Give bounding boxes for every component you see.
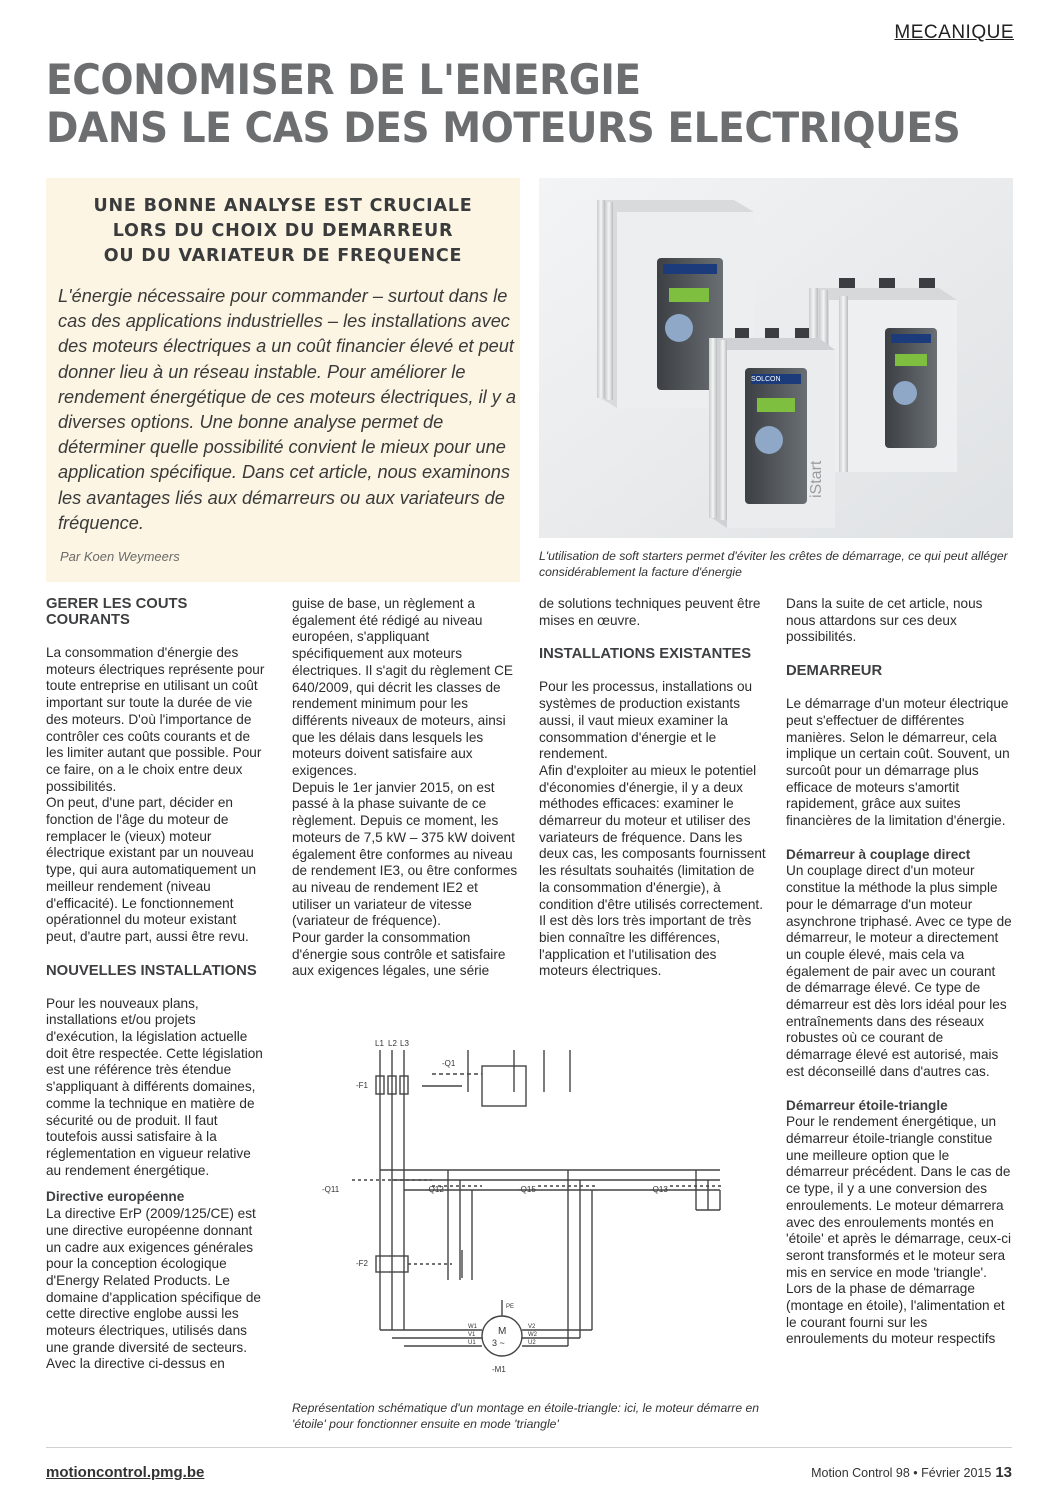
paragraph-costs-2: On peut, d'une part, décider en fonction de l'âge du moteur de remplacer le (vieux) moteur électrique existant par un nouveau type, qui aura automatiquement un meilleur rendement (niveau d'efficacité). Le fonctionnement opérationnel du moteur existant peut, d'autre part, aussi être revu.	[46, 795, 257, 944]
intro-box	[46, 178, 520, 582]
label-q1: -Q1	[442, 1059, 456, 1068]
column-3	[539, 596, 767, 980]
column-1	[46, 596, 268, 1373]
paragraph-followup: Dans la suite de cet article, nous nous attardons sur ces deux possibilités.	[786, 596, 983, 645]
paragraph-2015: Depuis le 1er janvier 2015, on est passé à la phase suivante de ce règlement. Depuis ce moment, les moteurs de 7,5 kW – 375 kW doivent également être conformes au niveau de rendement IE3, ou être conformes au niveau de rendement IE2 et utiliser un variateur de vitesse (variateur de fréquence).	[292, 779, 518, 929]
label-q15: -Q15	[518, 1185, 536, 1194]
photo-caption: L'utilisation de soft starters permet d'éviter les crêtes de démarrage, ce qui peut alléger considérablement la facture d'énergie	[539, 549, 1008, 579]
intro-heading-line-2: LORS DU CHOIX DU DEMARREUR	[112, 221, 454, 241]
intro-heading	[46, 194, 520, 269]
paragraph-energy-control: Pour garder la consommation d'énergie sous contrôle et satisfaire aux exigences légales, une série	[292, 930, 506, 979]
heading-starter: DEMARREUR	[786, 663, 883, 680]
label-pe: PE	[506, 1304, 515, 1310]
title-line-2: DANS LE CAS DES MOTEURS ELECTRIQUES	[46, 103, 961, 152]
device-model-label: iStart	[808, 460, 825, 498]
paragraph-existing-1: Pour les processus, installations ou systèmes de production existants aussi, il vaut mieux examiner la consommation d'énergie et le rendement.	[539, 679, 753, 762]
intro-heading-line-3: OU DU VARIATEUR DE FREQUENCE	[103, 246, 463, 266]
label-l2: L2	[388, 1039, 397, 1048]
section-tag: MECANIQUE	[894, 22, 1014, 43]
page-number: 13	[995, 1464, 1012, 1481]
footer-issue-text: Motion Control 98 • Février 2015	[811, 1466, 992, 1480]
paragraph-existing-2: Afin d'exploiter au mieux le potentiel d'économies d'énergie, il y a deux méthodes efficaces: examiner le démarreur du moteur et utiliser des variateurs de fréquence. Dans les deux cas, les composants fournissent les résultats souhaités (limitation de la consommation d'énergie), à condition d'être utilisés correctement. Il est dès lors très important de très bien connaître les différences, l'application et l'utilisation des moteurs électriques.	[539, 762, 766, 979]
paragraph-regulation: guise de base, un règlement a également été rédigé au niveau européen, s'appliquant spécifiquement aux moteurs électriques. Il s'agit du règlement CE 640/2009, qui décrit les classes de rendement minimum pour les différents niveaux de moteurs, ainsi que les délais dans lesquels les moteurs doivent satisfaire aux exigences.	[292, 596, 513, 779]
label-l1: L1	[375, 1039, 384, 1048]
label-u1: U1	[468, 1340, 476, 1346]
label-v1: V1	[468, 1332, 476, 1338]
label-q12: -Q12	[426, 1185, 444, 1194]
intro-lede: L'énergie nécessaire pour commander – surtout dans le cas des applications industrielles – les installations avec des moteurs électriques a un coût financier élevé et peut donner lieu à un réseau instable. Pour améliorer le rendement énergétique de ces moteurs électriques, il y a diverses options. Une bonne analyse permet de déterminer quelle possibilité convient le mieux pour une application spécifique. Dans cet article, nous examinons les avantages liés aux démarreurs ou aux variateurs de fréquence.	[58, 286, 516, 533]
column-2	[292, 596, 518, 980]
column-4	[786, 596, 1012, 1348]
heading-star-delta: Démarreur étoile-triangle	[786, 1097, 948, 1113]
schematic-caption: Représentation schématique d'un montage en étoile-triangle: ici, le moteur démarre en 'étoile' pour fonctionner ensuite en mode 'triangle'	[292, 1401, 760, 1431]
paragraph-star-delta-1: Pour le rendement énergétique, un démarreur étoile-triangle constitue une meilleure option que le démarreur précédent. Dans le cas de ce type, il y a une conversion des enroulements. Le moteur démarrera avec des enroulements montés en 'étoile' et après le démarrage, ceux-ci seront transformés et le moteur sera mis en service en mode 'triangle'.	[786, 1114, 1012, 1280]
label-motor: M	[498, 1326, 507, 1337]
label-q13: -Q13	[650, 1185, 668, 1194]
label-u2: U2	[528, 1340, 536, 1346]
article-title	[46, 55, 961, 152]
label-l3: L3	[400, 1039, 409, 1048]
soft-starter-illustration	[539, 178, 1013, 538]
title-line-1: ECONOMISER DE L'ENERGIE	[46, 55, 641, 104]
paragraph-direct-starter: Un couplage direct d'un moteur constitue la méthode la plus simple pour le démarrage d'un moteur asynchrone triphasé. Avec ce type de démarreur, le moteur a directement un couple élevé, mais cela va également de pair avec un courant de démarrage élevé. Ce type de démarreur est dès lors idéal pour les entraînements dans des réseaux robustes où ce courant de démarrage élevé est autorisé, mais est déconseillé dans d'autres cas.	[786, 863, 1012, 1079]
paragraph-costs-1: La consommation d'énergie des moteurs électriques représente pour toute entreprise en utilisant un coût important sur toute la durée de vie des moteurs. D'où l'importance de contrôler ces coûts courants et de les limiter autant que possible. Pour ce faire, on a le choix entre deux possibilités.	[46, 645, 265, 794]
label-w2: W2	[528, 1332, 537, 1338]
heading-costs: GERER LES COUTS COURANTS	[46, 596, 188, 628]
label-motor-sub: 3 ~	[492, 1338, 505, 1348]
paragraph-solutions: de solutions techniques peuvent être mises en œuvre.	[539, 596, 761, 628]
paragraph-directive: La directive ErP (2009/125/CE) est une directive européenne donnant un cadre aux exigences générales pour la conception écologique d'Energy Related Products. Le domaine d'application spécifique de cette directive englobe aussi les moteurs électriques, utilisés dans une grande diversité de secteurs. Avec la directive ci-dessus en	[46, 1206, 261, 1372]
label-m1: -M1	[492, 1365, 506, 1374]
label-f2: -F2	[356, 1259, 368, 1268]
label-f1: -F1	[356, 1081, 368, 1090]
footer-url-link[interactable]: motioncontrol.pmg.be	[46, 1464, 205, 1481]
byline: Par Koen Weymeers	[60, 549, 180, 564]
heading-existing-installations: INSTALLATIONS EXISTANTES	[539, 646, 752, 663]
label-q11: -Q11	[322, 1185, 340, 1194]
soft-starter-photo	[539, 178, 1013, 538]
paragraph-starter: Le démarrage d'un moteur électrique peut s'effectuer de différentes manières. Selon le démarreur, cela implique un certain coût. Souvent, un surcoût pour un démarrage plus efficace de moteurs s'amortit rapidement, grâce aux suites financières de la limitation d'énergie.	[786, 696, 1010, 829]
footer-divider	[46, 1447, 1012, 1448]
device-brand-label: SOLCON	[751, 376, 781, 383]
paragraph-new-installations: Pour les nouveaux plans, installations et/ou projets d'exécution, la législation actuelle doit être respectée. Cette législation est une référence très étendue s'appliquant à différents domaines, comme la technique en matière de sécurité ou de produit. Il faut toutefois aussi satisfaire à la réglementation en vigueur relative au rendement énergétique.	[46, 995, 263, 1178]
label-v2: V2	[528, 1324, 536, 1330]
footer-issue	[811, 1464, 1012, 1481]
heading-direct-starter: Démarreur à couplage direct	[786, 846, 971, 862]
star-delta-schematic	[292, 1030, 764, 1392]
heading-new-installations: NOUVELLES INSTALLATIONS	[46, 962, 257, 979]
intro-heading-line-1: UNE BONNE ANALYSE EST CRUCIALE	[93, 196, 473, 216]
paragraph-star-delta-2: Lors de la phase de démarrage (montage en étoile), l'alimentation et le courant fourni sur les enroulements du moteur respectifs	[786, 1281, 1005, 1347]
label-w1: W1	[468, 1324, 477, 1330]
heading-directive: Directive européenne	[46, 1189, 185, 1205]
